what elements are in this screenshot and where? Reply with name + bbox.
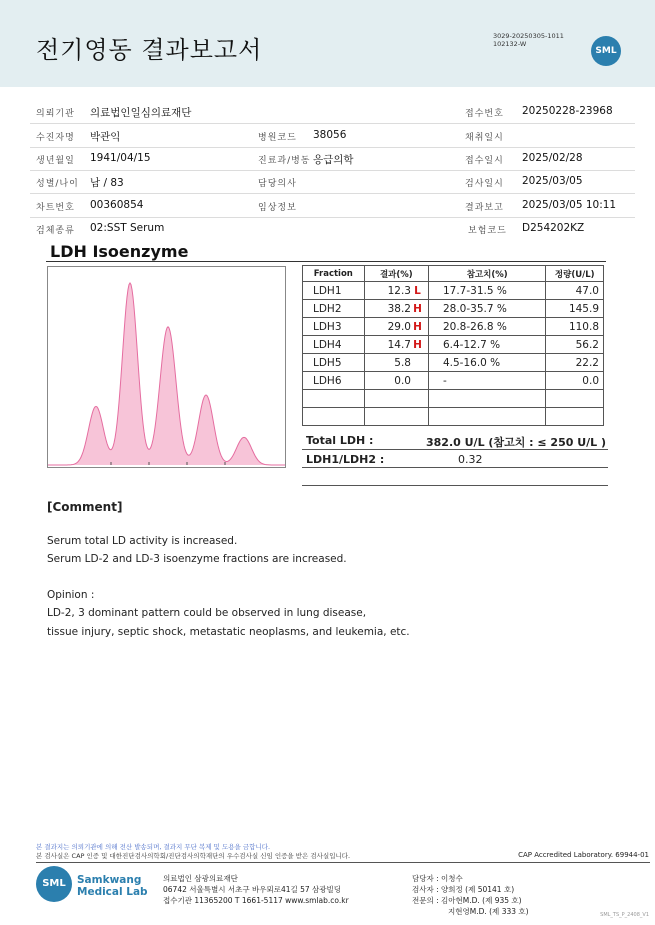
ref-cell: [428, 372, 545, 390]
clinical-label: 임상정보: [258, 203, 297, 213]
result-flag: H: [413, 302, 422, 315]
test-date-label: 검사일시: [465, 179, 504, 189]
sex-age-value: 남 / 83: [90, 177, 124, 189]
fraction-cell: [303, 390, 365, 408]
bottom-divider: [302, 485, 608, 486]
qty-cell-text: 0.0: [582, 374, 599, 387]
qty-cell: [546, 354, 604, 372]
cap-accreditation: CAP Accredited Laboratory. 69944-01: [518, 851, 649, 859]
fraction-cell-text: LDH4: [313, 338, 342, 351]
footer-sml-logo: SML: [36, 866, 72, 902]
recv-no-label: 접수번호: [465, 109, 504, 119]
total-ldh-value: 382.0 U/L (참고치 : ≤ 250 U/L ): [426, 436, 607, 449]
dept-label: 진료과/병동: [258, 156, 311, 166]
dob-value: 1941/04/15: [90, 152, 151, 164]
footer-note-blue: 본 결과지는 의뢰기관에 의해 전산 발송되며, 결과지 무단 복제 및 도용을 금합니다.: [36, 843, 271, 851]
result-flag: L: [414, 284, 421, 297]
fraction-cell: [303, 372, 365, 390]
fraction-cell: [303, 300, 365, 318]
specimen-value: 02:SST Serum: [90, 222, 165, 234]
insurance-label: 보험코드: [468, 226, 507, 236]
patient-label: 수진자명: [36, 133, 75, 143]
qty-cell: [546, 408, 604, 426]
section-divider: [46, 261, 606, 262]
header-qty: 정량(U/L): [546, 266, 604, 282]
org-label: 의뢰기관: [36, 109, 75, 119]
doc-no-line-1: 3029-20250305-1011: [493, 32, 564, 40]
company-name-line-1: Samkwang: [77, 874, 142, 886]
table-row: [303, 336, 604, 354]
result-cell: [364, 390, 428, 408]
result-cell-text: 5.8: [394, 356, 411, 369]
electrophoresis-fill: [48, 283, 285, 465]
fraction-cell-text: LDH5: [313, 356, 342, 369]
chart-no-label: 차트번호: [36, 203, 75, 213]
recv-no-value: 20250228-23968: [522, 105, 613, 117]
result-flag: H: [413, 320, 422, 333]
footer-divider: [36, 862, 650, 863]
header-result: 결과(%): [364, 266, 428, 282]
footer-note: 본 검사실은 CAP 인증 및 대한진단검사의학회/진단검사의학재단의 우수검사실 신임 인증을 받은 검사실입니다.: [36, 852, 351, 860]
table-row: [303, 390, 604, 408]
table-row: [303, 408, 604, 426]
info-row-chart: [30, 194, 635, 218]
table-header-row: [303, 266, 604, 282]
qty-cell: [546, 372, 604, 390]
header-ref: 참고치(%): [428, 266, 545, 282]
result-cell-text: 0.0: [394, 374, 411, 387]
table-row: [303, 282, 604, 300]
opinion-label: Opinion :: [47, 589, 95, 601]
ratio-label: LDH1/LDH2 :: [306, 453, 385, 466]
ratio-divider: [302, 467, 608, 468]
ref-cell: [428, 318, 545, 336]
sex-age-label: 성별/나이: [36, 179, 79, 189]
qty-cell-text: 47.0: [575, 284, 599, 297]
total-ldh-label: Total LDH :: [306, 434, 374, 447]
form-version: SML_TS_P_2408_V1: [600, 912, 649, 918]
comment-line-1: Serum total LD activity is increased.: [47, 535, 238, 547]
chart-no-value: 00360854: [90, 199, 144, 211]
staff-line-2: 검사자 : 양희정 (제 50141 호): [412, 885, 515, 894]
specimen-label: 검체종류: [36, 226, 75, 236]
fraction-cell-text: LDH3: [313, 320, 342, 333]
fraction-cell-text: LDH1: [313, 284, 342, 297]
patient-value: 박관익: [90, 131, 121, 143]
qty-cell: [546, 318, 604, 336]
qty-cell: [546, 336, 604, 354]
org-value: 의료법인일심의료재단: [90, 107, 192, 119]
address-line-2: 06742 서울특별시 서초구 바우뫼로41길 57 삼광빌딩: [163, 885, 342, 894]
fraction-cell-text: LDH2: [313, 302, 342, 315]
qty-cell-text: 22.2: [575, 356, 599, 369]
result-flag: H: [413, 338, 422, 351]
report-label: 결과보고: [465, 203, 504, 213]
result-cell: [364, 372, 428, 390]
result-cell-text: 29.0: [387, 320, 411, 333]
recv-date-label: 접수일시: [465, 156, 504, 166]
recv-date-value: 2025/02/28: [522, 152, 583, 164]
result-cell-text: 38.2: [387, 302, 411, 315]
info-row-org: [30, 100, 635, 124]
ref-cell: [428, 336, 545, 354]
info-row-patient: [30, 124, 635, 148]
ratio-value: 0.32: [458, 453, 483, 466]
table-row: [303, 318, 604, 336]
document-number: [493, 32, 564, 48]
fraction-cell: [303, 408, 365, 426]
info-row-specimen: [30, 217, 635, 240]
qty-cell-text: 110.8: [568, 320, 599, 333]
staff-line-4: 지현영M.D. (제 333 호): [448, 907, 529, 916]
result-cell: [364, 408, 428, 426]
table-row: [303, 354, 604, 372]
ref-cell: [428, 408, 545, 426]
header-fraction: Fraction: [303, 266, 365, 282]
table-row: [303, 300, 604, 318]
section-title: LDH Isoenzyme: [50, 242, 189, 261]
ref-cell-text: -: [442, 374, 447, 387]
ref-cell-text: 17.7-31.5 %: [442, 284, 507, 297]
fraction-cell-text: LDH6: [313, 374, 342, 387]
qty-cell-text: 56.2: [575, 338, 599, 351]
result-cell: [364, 318, 428, 336]
opinion-line-1: LD-2, 3 dominant pattern could be observed in lung disease,: [47, 607, 367, 619]
comment-line-2: Serum LD-2 and LD-3 isoenzyme fractions are increased.: [47, 553, 347, 565]
electrophoresis-chart: [47, 266, 286, 468]
result-cell: [364, 282, 428, 300]
ref-cell: [428, 282, 545, 300]
sml-logo: SML: [591, 36, 621, 66]
ref-cell-text: 4.5-16.0 %: [442, 356, 501, 369]
result-cell: [364, 336, 428, 354]
results-table: [302, 265, 604, 426]
info-row-dob: [30, 147, 635, 171]
report-value: 2025/03/05 10:11: [522, 199, 617, 211]
ward-code-label: 병원코드: [258, 133, 297, 143]
doc-no-line-2: 102132-W: [493, 40, 527, 48]
staff-line-1: 담당자 : 이청수: [412, 874, 463, 883]
test-date-value: 2025/03/05: [522, 175, 583, 187]
ref-cell-text: 6.4-12.7 %: [442, 338, 501, 351]
fraction-cell: [303, 318, 365, 336]
dob-label: 생년월일: [36, 156, 75, 166]
report-title: 전기영동 결과보고서: [36, 36, 263, 64]
company-name-line-2: Medical Lab: [77, 886, 148, 898]
result-cell: [364, 354, 428, 372]
ref-cell-text: 28.0-35.7 %: [442, 302, 507, 315]
footer-company-name: [77, 874, 148, 898]
qty-cell: [546, 300, 604, 318]
footer-address: [163, 873, 349, 906]
fraction-cell: [303, 282, 365, 300]
qty-cell: [546, 390, 604, 408]
qty-cell-text: 145.9: [568, 302, 599, 315]
ref-cell: [428, 390, 545, 408]
ref-cell-text: 20.8-26.8 %: [442, 320, 507, 333]
address-line-3: 접수기관 11365200 T 1661-5117 www.smlab.co.kr: [163, 896, 349, 905]
result-cell-text: 14.7: [387, 338, 411, 351]
ref-cell: [428, 354, 545, 372]
opinion-line-2: tissue injury, septic shock, metastatic neoplasms, and leukemia, etc.: [47, 626, 410, 638]
ward-code-value: 38056: [313, 129, 347, 141]
comment-heading: [Comment]: [47, 500, 123, 514]
fraction-cell: [303, 336, 365, 354]
collect-label: 채취일시: [465, 133, 504, 143]
result-cell-text: 12.3: [387, 284, 411, 297]
address-line-1: 의료법인 삼광의료재단: [163, 874, 238, 883]
qty-cell: [546, 282, 604, 300]
info-row-sex: [30, 170, 635, 194]
doctor-label: 담당의사: [258, 179, 297, 189]
insurance-value: D254202KZ: [522, 222, 585, 234]
table-row: [303, 372, 604, 390]
staff-line-3: 전문의 : 김아현M.D. (제 935 호): [412, 896, 522, 905]
fraction-cell: [303, 354, 365, 372]
ref-cell: [428, 300, 545, 318]
total-divider: [302, 449, 608, 450]
result-cell: [364, 300, 428, 318]
dept-value: 응급의학: [313, 154, 354, 166]
footer-staff: [412, 873, 529, 917]
